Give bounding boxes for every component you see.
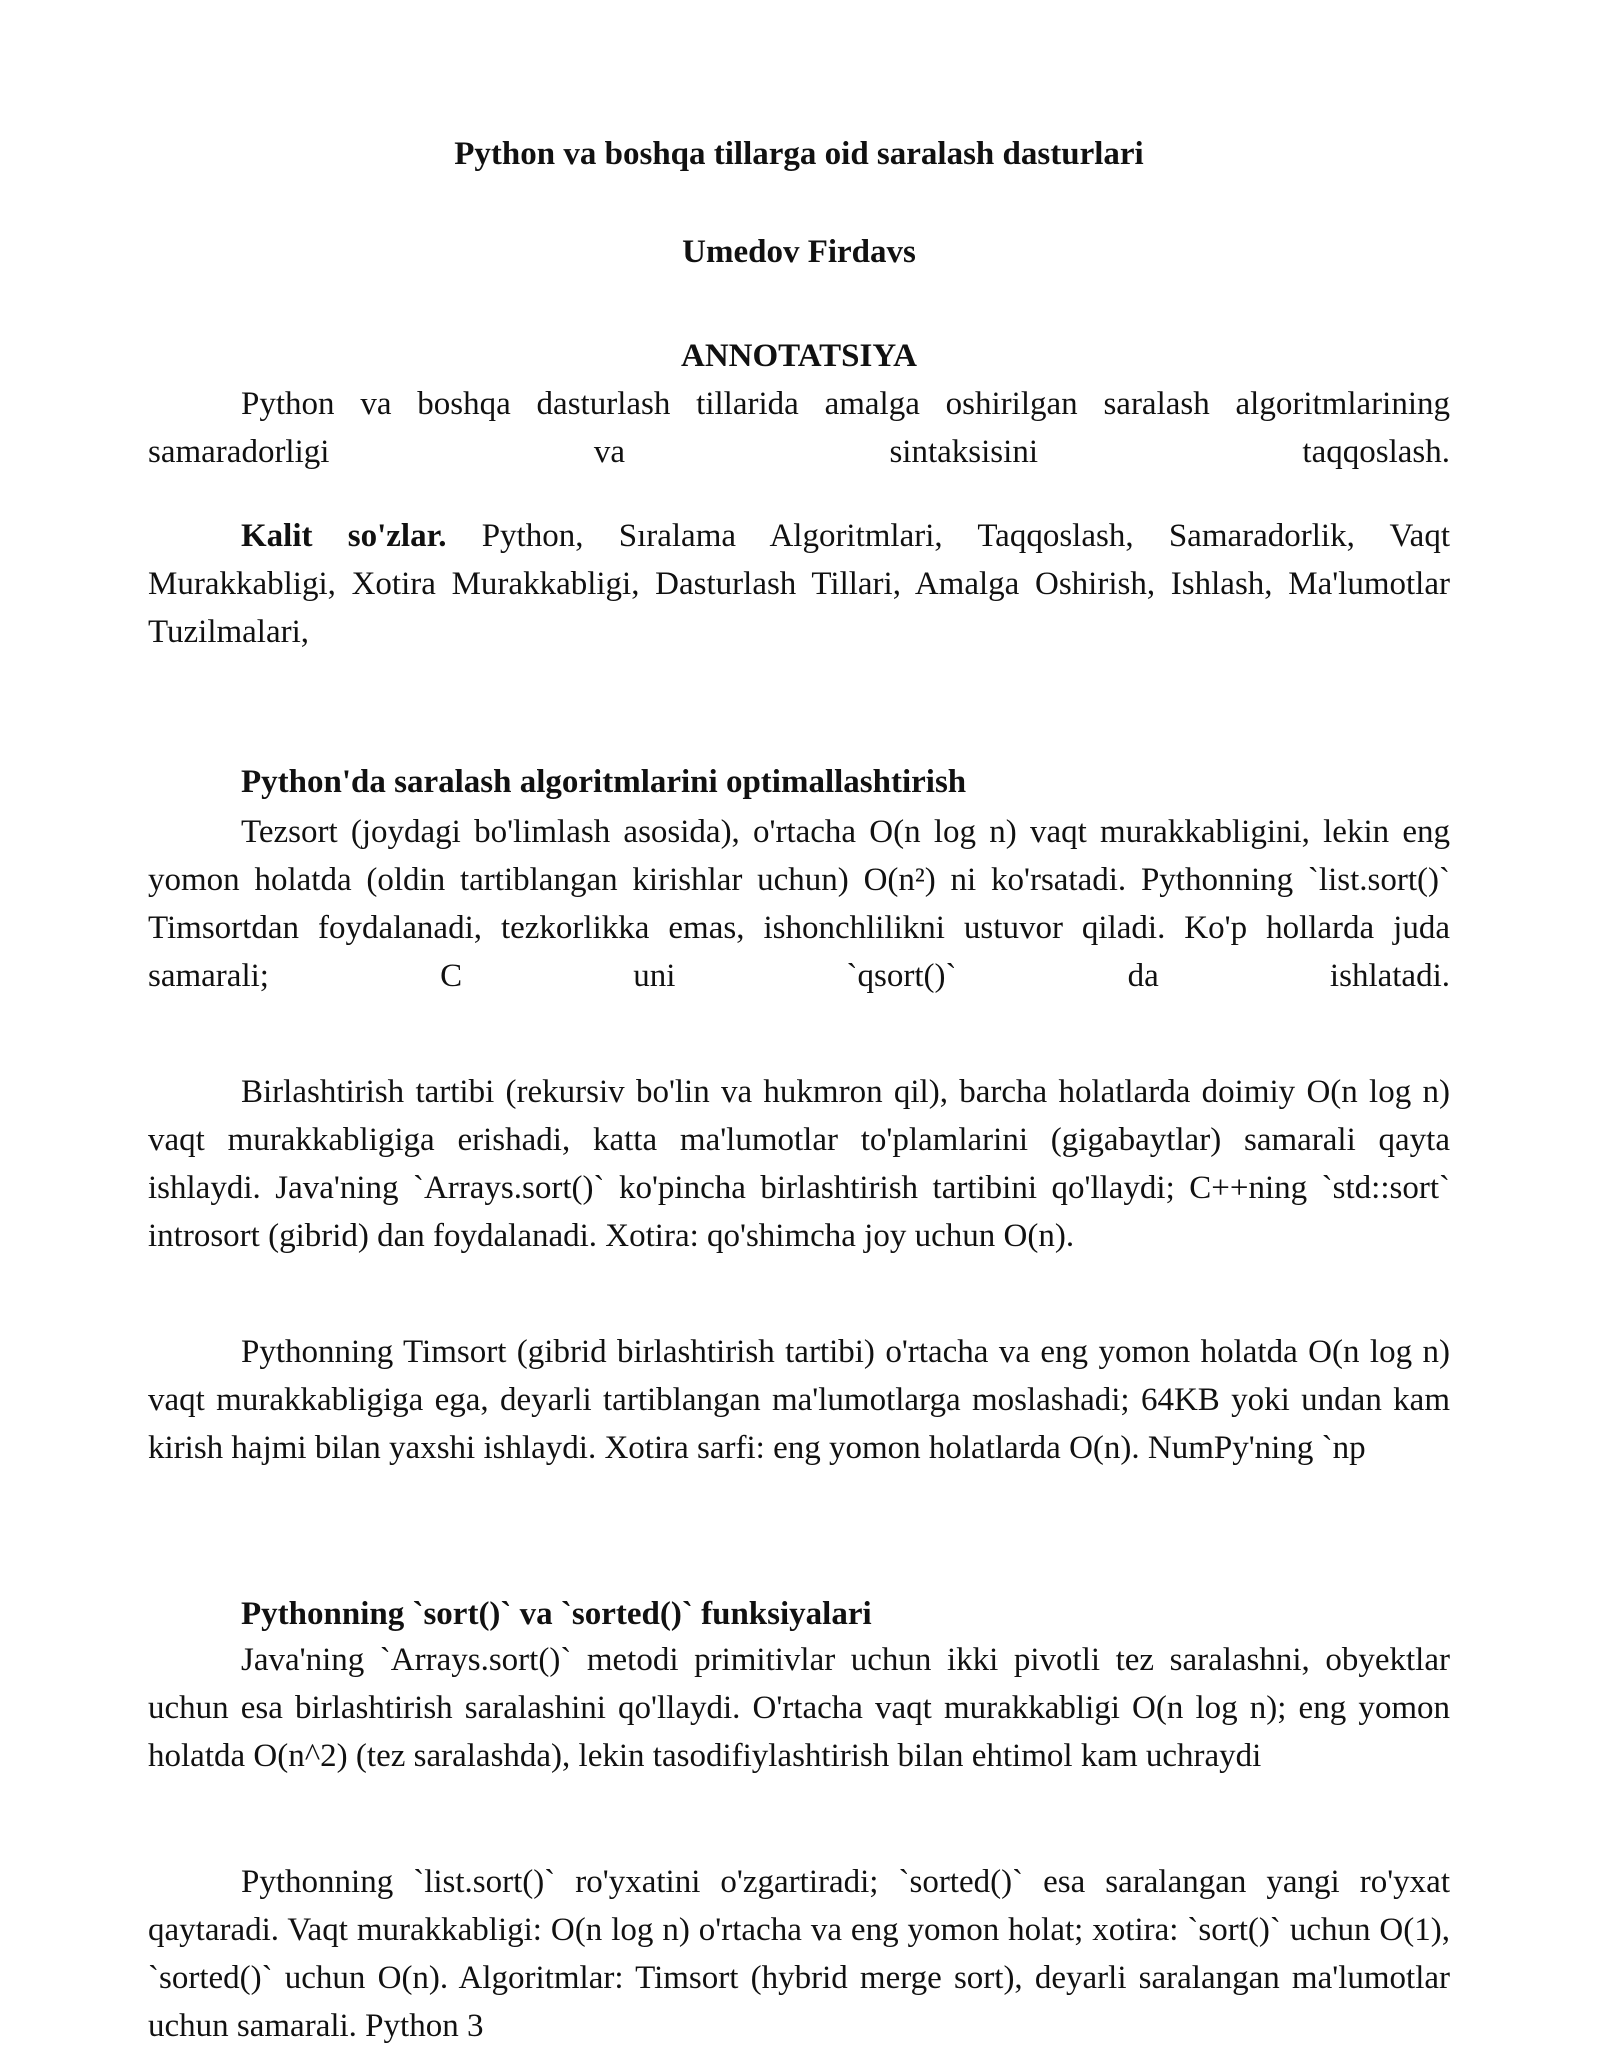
keywords-label: Kalit so'zlar. [241,518,447,554]
paragraph-timsort: Pythonning Timsort (gibrid birlashtirish tartibi) o'rtacha va eng yomon holatda O(n log n) vaqt murakkabligiga ega, deyarli tartiblangan ma'lumotlarga moslashadi; 64KB yoki undan kam kirish hajmi bilan yaxshi ishlaydi. Xotira sarfi: eng yomon holatlarda O(n). NumPy'ning `np [148,1334,1450,1466]
section-heading-optimization: Python'da saralash algoritmlarini optimallashtirish [241,764,967,800]
paragraph-list-sort-sorted: Pythonning `list.sort()` ro'yxatini o'zgartiradi; `sorted()` esa saralangan yangi ro'yxat qaytaradi. Vaqt murakkabligi: O(n log n) o'rtacha va eng yomon holat; xotira: `sort()` uchun O(1), `sorted()` uchun O(n). Algoritmlar: Timsort (hybrid merge sort), deyarli saralangan ma'lumotlar uchun samarali. Python 3 [148,1864,1450,2044]
paragraph-quicksort: Tezsort (joydagi bo'limlash asosida), o'rtacha O(n log n) vaqt murakkabligini, lekin eng yomon holatda (oldin tartiblangan kirishlar uchun) O(n²) ni ko'rsatadi. Pythonning `list.sort()` Timsortdan foydalanadi, tezkorlikka emas, ishonchlilikni ustuvor qiladi. Ko'p hollarda juda samarali; C uni `qsort()` da ishlatadi. [148,814,1450,994]
paragraph-mergesort: Birlashtirish tartibi (rekursiv bo'lin va hukmron qil), barcha holatlarda doimiy O(n log n) vaqt murakkabligiga erishadi, katta ma'lumotlar to'plamlarini (gigabaytlar) samarali qayta ishlaydi. Java'ning `Arrays.sort()` ko'pincha birlashtirish tartibini qo'llaydi; C++ning `std::sort` introsort (gibrid) dan foydalanadi. Xotira: qo'shimcha joy uchun O(n). [148,1074,1450,1254]
document-title: Python va boshqa tillarga oid saralash dasturlari [454,136,1144,172]
keywords-text: Python, Sıralama Algoritmlari, Taqqoslash, Samaradorlik, Vaqt Murakkabligi, Xotira Murakkabligi, Dasturlash Tillari, Amalga Oshirish, Ishlash, Ma'lumotlar Tuzilmalari, [148,518,1450,650]
document-author: Umedov Firdavs [682,234,916,270]
paragraph-java-arrays-sort: Java'ning `Arrays.sort()` metodi primitivlar uchun ikki pivotli tez saralashni, obyektlar uchun esa birlashtirish saralashini qo'llaydi. O'rtacha vaqt murakkabligi O(n log n); eng yomon holatda O(n^2) (tez saralashda), lekin tasodifiylashtirish bilan ehtimol kam uchraydi [148,1642,1450,1774]
section-heading-sort-sorted: Pythonning `sort()` va `sorted()` funksiyalari [241,1596,872,1632]
keywords-paragraph [148,512,1450,656]
annotation-text: Python va boshqa dasturlash tillarida amalga oshirilgan saralash algoritmlarining samaradorligi va sintaksisini taqqoslash. [148,386,1450,470]
annotation-heading: ANNOTATSIYA [681,338,917,374]
